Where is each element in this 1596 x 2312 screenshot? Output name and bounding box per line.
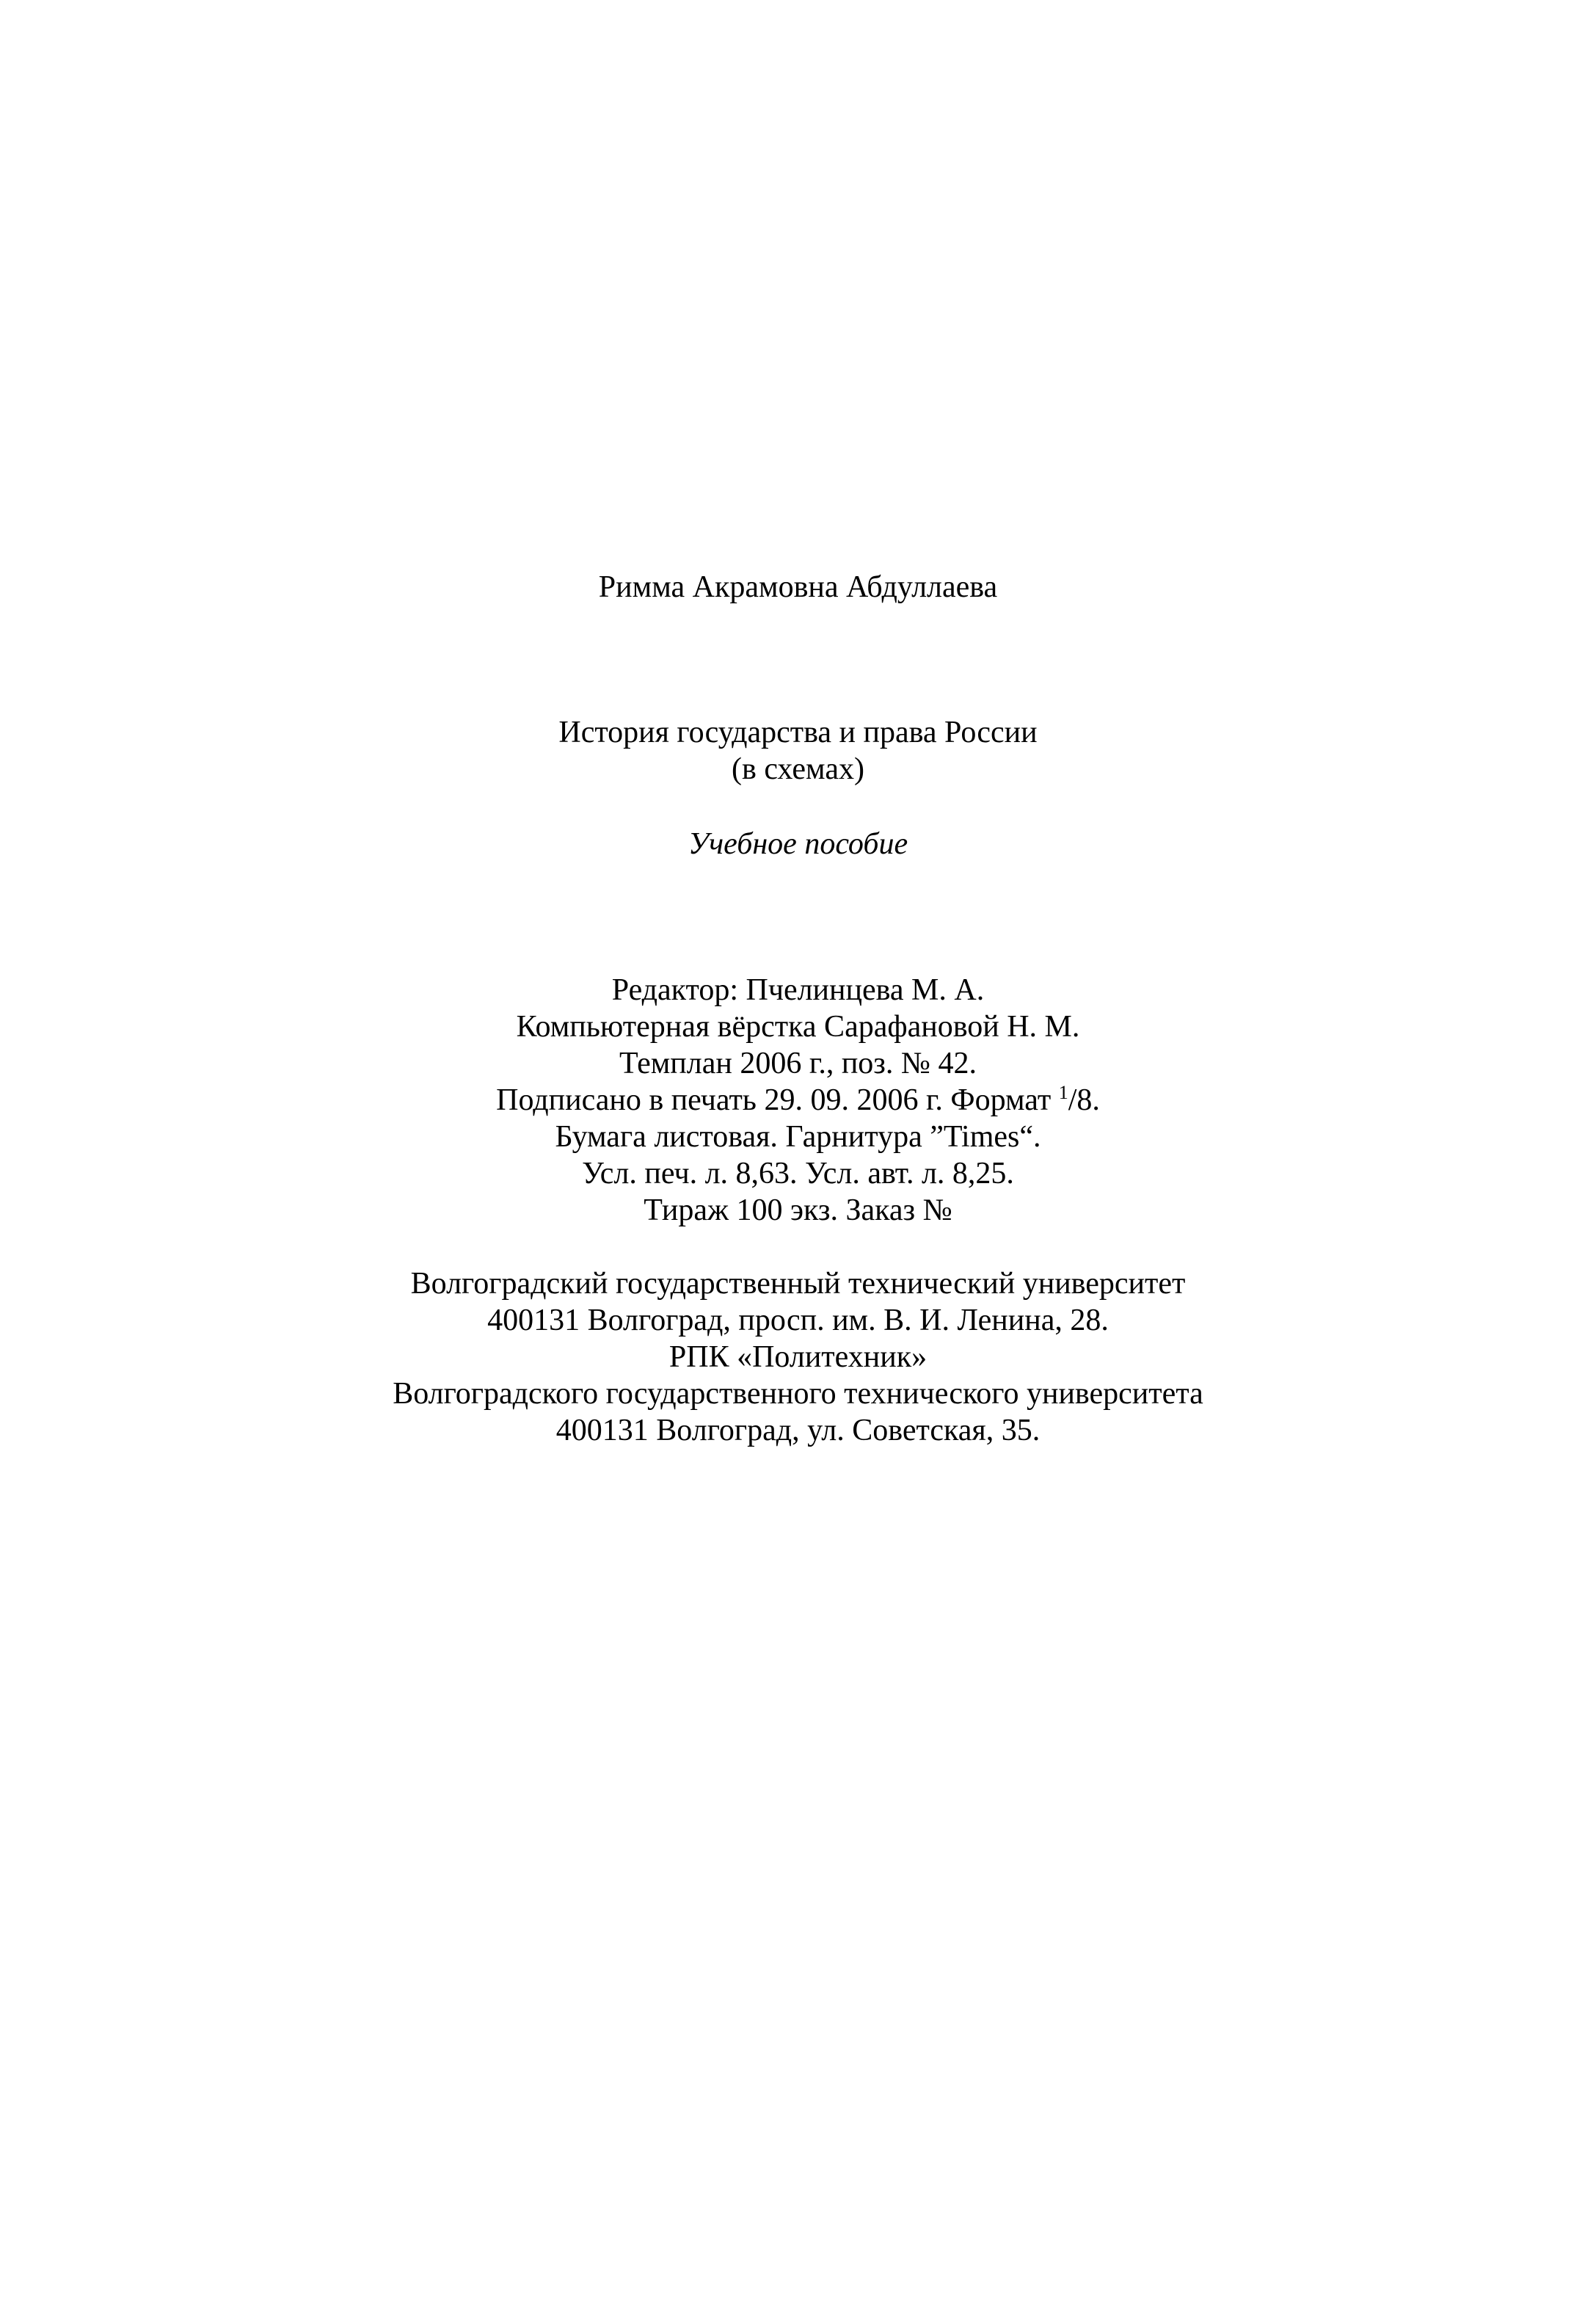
imprint-layout: Компьютерная вёрстка Сарафановой Н. М.	[516, 1010, 1080, 1044]
publisher-line-2: 400131 Волгоград, просп. им. В. И. Ленина, 28.	[487, 1304, 1109, 1337]
book-title-line-2: (в схемах)	[732, 752, 864, 786]
imprint-signed-text: Подписано в печать 29. 09. 2006 г. Формат	[496, 1083, 1059, 1117]
imprint-editor: Редактор: Пчелинцева М. А.	[611, 973, 985, 1007]
imprint-templan: Темплан 2006 г., поз. № 42.	[619, 1047, 977, 1080]
publisher-line-3: РПК «Политехник»	[668, 1340, 928, 1374]
book-title-line-1: История государства и права России	[558, 716, 1038, 749]
imprint-format-suffix: /8.	[1068, 1083, 1100, 1117]
publisher-line-1: Волгоградский государственный технический университет	[410, 1267, 1186, 1301]
imprint-signed-format	[0, 1082, 1596, 1119]
imprint-sheets: Усл. печ. л. 8,63. Усл. авт. л. 8,25.	[582, 1157, 1014, 1190]
imprint-circulation: Тираж 100 экз. Заказ №	[644, 1193, 952, 1227]
publisher-line-4: Волгоградского государственного технического университета	[393, 1377, 1203, 1411]
imprint-paper: Бумага листовая. Гарнитура ”Times“.	[555, 1120, 1041, 1154]
author-name: Римма Акрамовна Абдуллаева	[598, 570, 998, 604]
publisher-line-5: 400131 Волгоград, ул. Советская, 35.	[555, 1414, 1041, 1447]
imprint-format-superscript: 1	[1058, 1082, 1068, 1103]
book-genre: Учебное пособие	[688, 827, 908, 861]
